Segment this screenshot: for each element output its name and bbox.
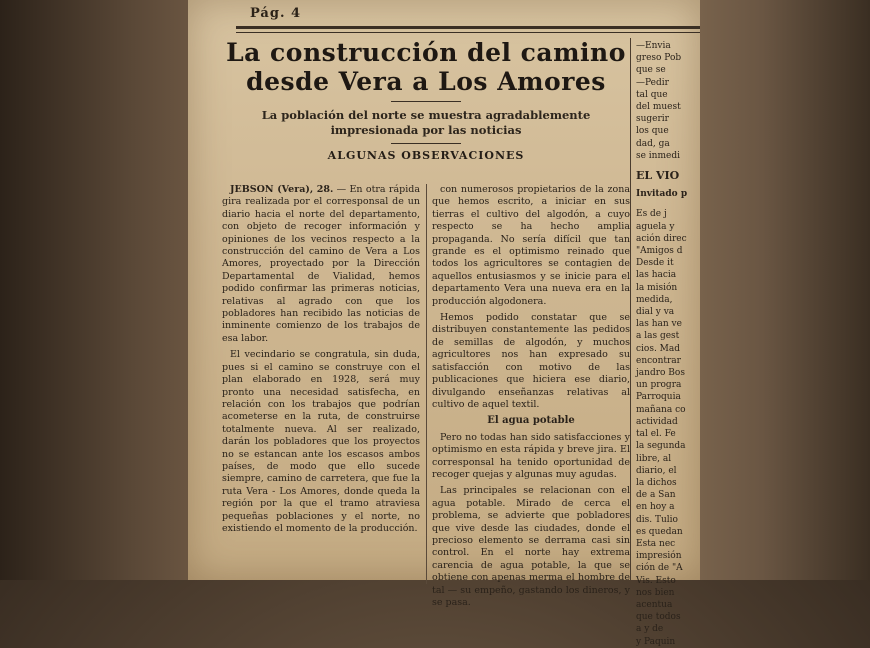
side-column-divider: [630, 38, 631, 580]
side-column-line: —Envia: [636, 41, 671, 51]
side-column-line: libre, al: [636, 453, 672, 464]
side-column-line: impresión: [636, 551, 682, 562]
background-right: [690, 0, 870, 580]
side-column-line: cios. Mad: [636, 343, 681, 354]
background-left: [0, 0, 190, 580]
side-column-line: Invitado p: [636, 189, 688, 200]
dateline: JEBSON (Vera), 28.: [230, 184, 334, 195]
side-column: [636, 40, 700, 647]
side-column-line: ación direc: [636, 233, 687, 244]
side-column-line: un progra: [636, 380, 682, 391]
side-column-line: es quedan: [636, 526, 683, 537]
side-column-line: —Pedir: [636, 77, 669, 88]
side-column-line: que todos: [636, 612, 681, 623]
page-number: Pág. 4: [250, 6, 302, 21]
side-column-line: dis. Tulio: [636, 514, 678, 525]
side-column-line: la dichos: [636, 477, 677, 488]
subheadline: La población del norte se muestra agradablemente impresionada por las noticias: [261, 108, 591, 137]
side-column-line: tal que: [636, 89, 668, 100]
section-title: ALGUNAS OBSERVACIONES: [327, 149, 525, 162]
side-column-line: la segunda: [636, 441, 686, 452]
side-column-line: a las gest: [636, 331, 680, 342]
side-column-line: Parroquia: [636, 392, 681, 403]
side-column-line: los que: [636, 126, 669, 137]
top-rule: [236, 26, 700, 29]
side-column-line: ción de "A: [636, 563, 683, 574]
side-column-line: "Amigos d: [636, 246, 683, 257]
top-rule-thin: [236, 32, 700, 33]
side-column-line: diario, el: [636, 465, 677, 476]
subheadline-divider: [391, 143, 461, 144]
paragraph: Hemos podido constatar que se distribuyen constantemente las pedidos de semillas de algodón, y muchos agricultores nos han expresado su satisfacción con motivo de las publicaciones que hiciera ese diario, divulgando enseñanzas relativas al cultivo de aquel textil.: [432, 312, 630, 410]
side-column-line: actividad: [636, 416, 678, 427]
side-column-line: la misión: [636, 282, 678, 293]
side-column-line: se inmedi: [636, 150, 680, 161]
side-column-line: del muest: [636, 102, 681, 113]
paragraph: Pero no todas han sido satisfacciones y optimismo en esta rápida y breve jira. El corresponsal ha tenido oportunidad de recoger quejas y algunas muy agudas.: [432, 431, 630, 480]
side-column-line: greso Pob: [636, 53, 682, 64]
side-column-line: jandro Bos: [636, 368, 685, 379]
side-column-line: aguela y: [636, 221, 675, 232]
side-lines-mid: [636, 188, 700, 200]
side-column-line: las hacia: [636, 270, 677, 281]
column-divider: [426, 184, 427, 584]
paragraph: Las principales se relacionan con el agua potable. Mirado de cerca el problema, se advierte que pobladores que vive desde las ciudades, donde el precioso elemento se derrama casi sin control. En el norte hay extrema carencia de agua potable, la que se obtiene con apenas merma el hombre de tal — su empeño, gastando los dineros, y se pasa.: [432, 485, 630, 608]
article-columns: [222, 184, 630, 608]
side-column-line: en hoy a: [636, 502, 675, 513]
side-column-line: las han ve: [636, 319, 682, 330]
headline: [222, 38, 630, 96]
side-column-line: dad, ga: [636, 138, 670, 149]
side-lines-top: [636, 40, 700, 162]
side-column-line: dial y va: [636, 307, 675, 318]
side-column-line: Es de j: [636, 209, 667, 220]
side-column-line: que se: [636, 65, 666, 76]
paragraph: [222, 184, 420, 345]
column-left: [222, 184, 420, 539]
subsection-heading: El agua potable: [487, 415, 575, 427]
side-column-line: tal el. Fe: [636, 429, 676, 440]
side-column-line: medida,: [636, 294, 673, 305]
side-column-line: de a San: [636, 490, 676, 501]
side-column-line: a y de: [636, 624, 664, 635]
side-heading: EL VIO: [636, 169, 680, 183]
headline-line-1: La construcción del camino: [226, 38, 626, 67]
side-column-line: nos bien: [636, 587, 675, 598]
side-column-line: Vis. Esto: [636, 575, 676, 586]
side-column-line: sugerir: [636, 114, 669, 125]
side-column-line: mañana co: [636, 404, 686, 415]
side-column-line: y Paquin: [636, 636, 676, 647]
headline-divider: [391, 101, 461, 102]
column-right: [432, 184, 630, 613]
paragraph: El vecindario se congratula, sin duda, pues si el camino se construye con el plan elaborado en 1928, será muy pronto una necesidad satisfecha, en relación con los trabajos que podrían acometerse en la ruta, de construirse totalmente nueva. Al ser realizado, darán los pobladores que los proyectos no se estancan ante los escasos ambos países, de modo que ello sucede siempre, camino de carretera, que fue la ruta Vera - Los Amores, donde queda la región por la que el tramo atraviesa pequeñas poblaciones y el norte, no existiendo el momento de la producción.: [222, 349, 420, 534]
paragraph-text: — En otra rápida gira realizada por el corresponsal de un diario hacia el norte del departamento, con objeto de recoger información y opiniones de los vecinos respecto a la construcción del camino de Vera a Los Amores, proyectado por la Dirección Departamental de Vialidad, hemos podido confirmar las primeras noticias, relativas al agrado con que los pobladores han recibido las noticias de inminente comienzo de los trabajos de esa labor.: [222, 184, 420, 344]
side-column-line: encontrar: [636, 355, 681, 366]
headline-line-2: desde Vera a Los Amores: [246, 67, 606, 96]
side-column-line: Desde it: [636, 258, 674, 269]
side-spacer: [636, 200, 700, 208]
side-lines-bottom: [636, 208, 700, 647]
side-column-line: acentua: [636, 599, 673, 610]
newspaper-page: [188, 0, 700, 647]
paragraph: con numerosos propietarios de la zona que hemos escrito, a iniciar en sus tierras el cultivo del algodón, a cuyo respecto se ha hecho amplia propaganda. No sería difícil que tan grande es el optimismo reinado que todos los agricultores se contagien de aquellos entusiasmos y se inicie para el departamento Vera una nueva era en la producción algodonera.: [432, 184, 630, 307]
side-column-line: Esta nec: [636, 538, 676, 549]
main-article: [222, 38, 630, 608]
